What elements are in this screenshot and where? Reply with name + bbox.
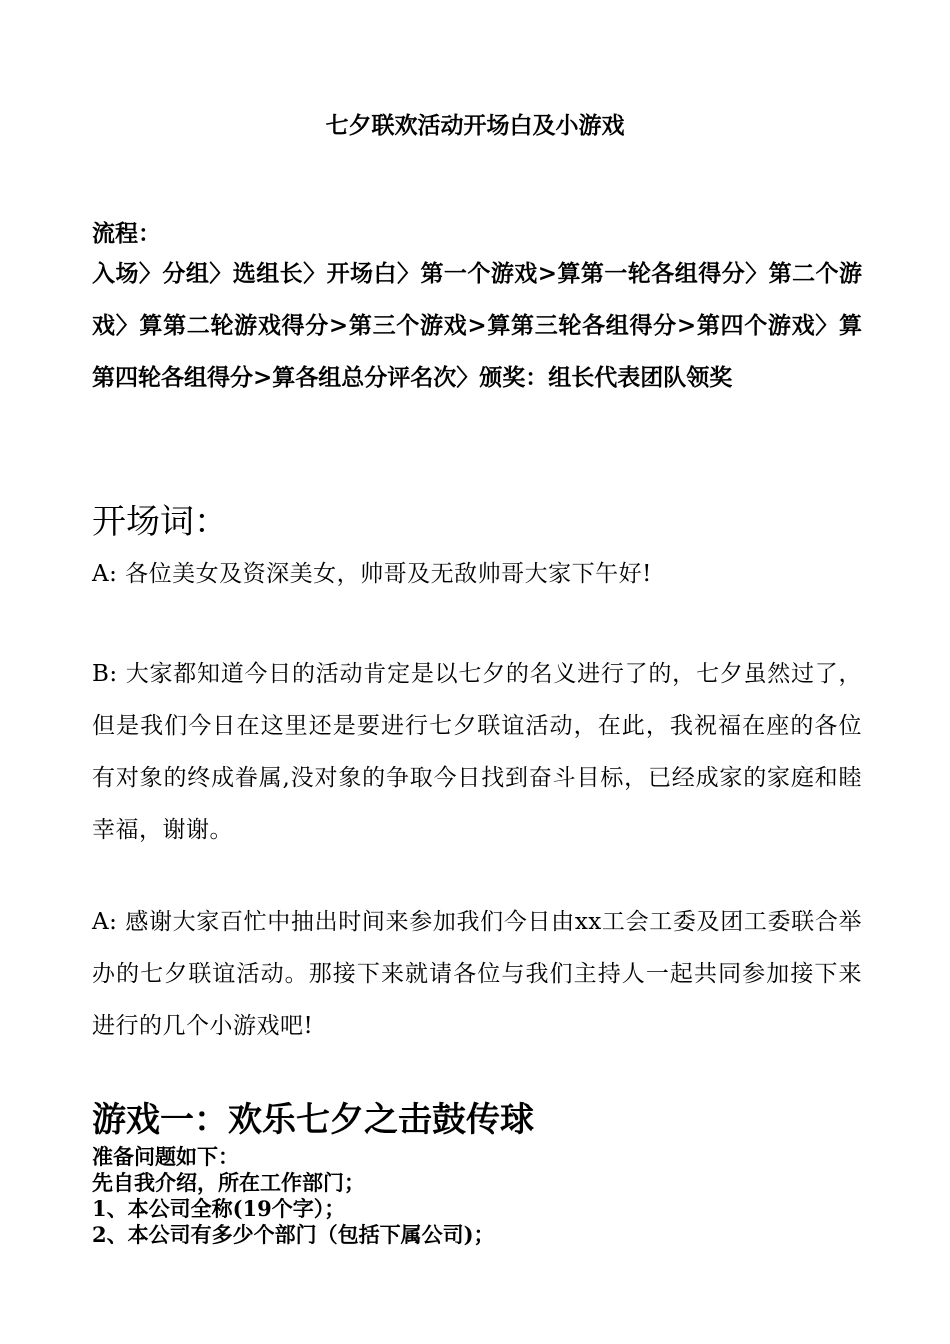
flow-text: 入场〉分组〉选组长〉开场白〉第一个游戏>算第一轮各组得分〉第二个游戏〉算第二轮游戏得分>第三个游戏>算第三轮各组得分>第四个游戏〉算第四轮各组得分>算各组总分评名次〉颁奖：组长代表团队领奖 <box>92 260 862 391</box>
flow-label: 流程： <box>92 220 161 247</box>
game1-heading: 游戏一：欢乐七夕之击鼓传球 <box>92 1100 534 1140</box>
opening-paragraph-a2: A: 感谢大家百忙中抽出时间来参加我们今日由xx工会工委及团工委联合举办的七夕联谊活动。那接下来就请各位与我们主持人一起共同参加接下来进行的几个小游戏吧! <box>92 909 862 1039</box>
document-title: 七夕联欢活动开场白及小游戏 <box>325 112 625 139</box>
game1-line: 准备问题如下： <box>92 1144 239 1169</box>
game1-line: 1、本公司全称(19个字）； <box>92 1196 346 1221</box>
game1-line: 2、本公司有多少个部门（包括下属公司)； <box>92 1222 495 1247</box>
game1-line: 先自我介绍，所在工作部门； <box>92 1170 365 1195</box>
opening-paragraph-a1: A: 各位美女及资深美女，帅哥及无敌帅哥大家下午好! <box>92 561 652 587</box>
opening-heading: 开场词： <box>92 502 228 542</box>
opening-paragraph-b: B: 大家都知道今日的活动肯定是以七夕的名义进行了的，七夕虽然过了，但是我们今日在这里还是要进行七夕联谊活动，在此，我祝福在座的各位有对象的终成眷属,没对象的争取今日找到奋斗目标，已经成家的家庭和睦幸福，谢谢。 <box>92 661 862 843</box>
game1-question-list <box>92 1144 862 1248</box>
